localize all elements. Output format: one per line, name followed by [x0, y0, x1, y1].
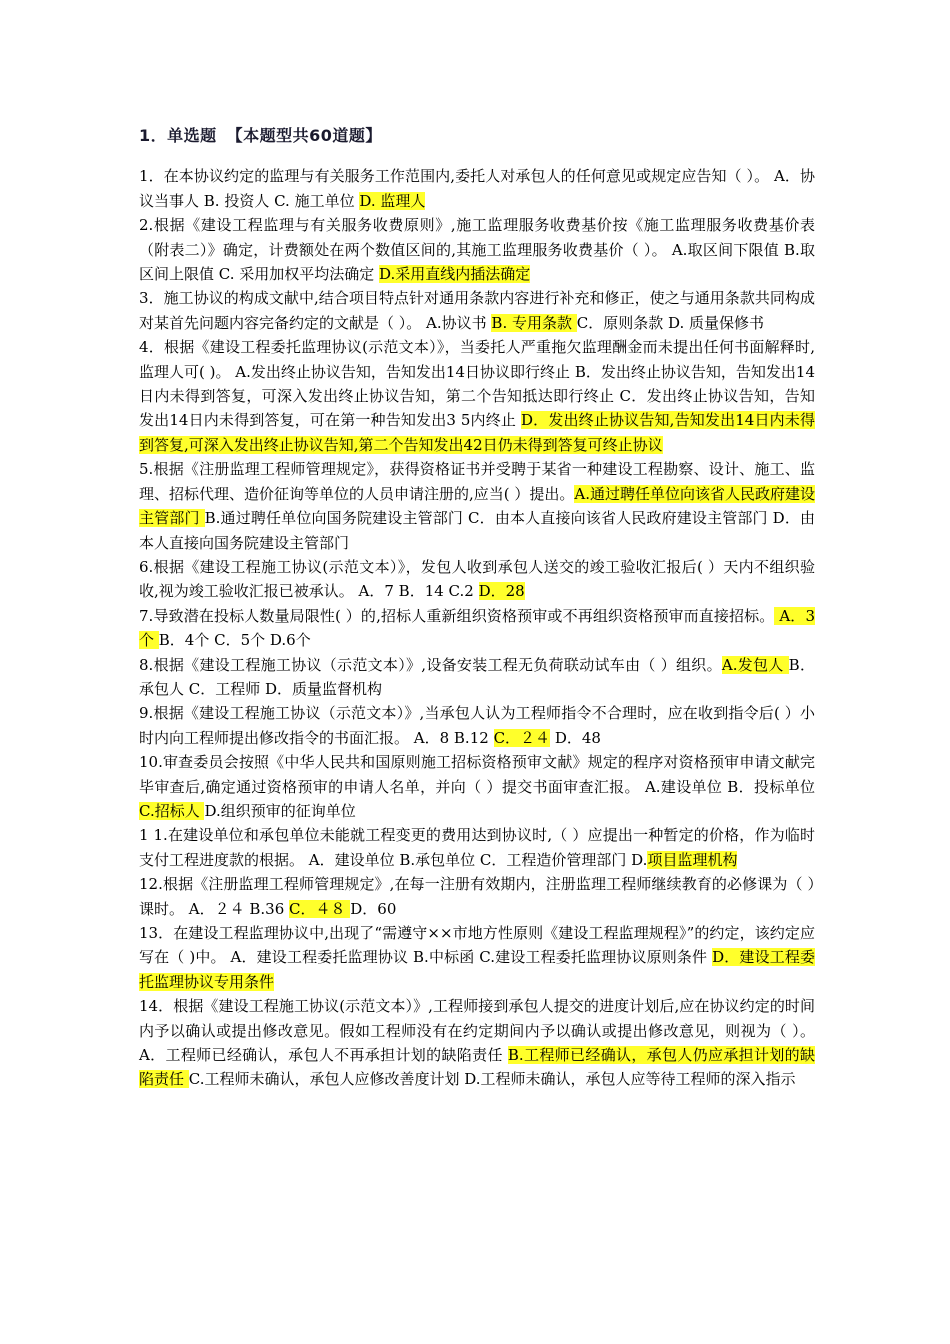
question-options-rest: B．承包人 C．工程师 D．质量监督机构 — [139, 655, 815, 698]
section-title: 【本题型共60道题】 — [226, 126, 382, 145]
question-item — [139, 921, 815, 994]
question-item — [139, 653, 815, 702]
question-item — [139, 213, 815, 286]
document-page — [139, 124, 815, 1092]
question-stem: 3．施工协议的构成文献中,结合项目特点针对通用条款内容进行补充和修正，使之与通用条款共同构成对某首先问题内容完备约定的文献是（ ）。 A.协议书 — [139, 289, 815, 332]
question-stem: 5.根据《注册监理工程师管理规定》，获得资格证书并受聘于某省一种建设工程勘察、设计、施工、监理、招标代理、造价征询等单位的人员申请注册的,应当( ）提出。 — [139, 460, 815, 503]
question-options-rest: C.工程师未确认，承包人应修改善度计划 D.工程师未确认，承包人应等待工程师的深入指示 — [188, 1070, 796, 1089]
question-stem: 8.根据《建设工程施工协议（示范文本）》,设备安装工程无负荷联动试车由（ ）组织。 — [139, 655, 722, 674]
answer-highlight: B.工程师已经确认，承包人仍应承担计划的缺陷责任 — [139, 1046, 816, 1089]
question-stem: 13．在建设工程监理协议中,出现了“需遵守××市地方性原则《建设工程监理规程》”的约定，该约定应写在（ )中。 A．建设工程委托监理协议 B.中标函 C.建设工程委托监理协议原则条件 — [139, 924, 815, 967]
question-item — [139, 604, 815, 653]
question-options-rest: B.通过聘任单位向国务院建设主管部门 C．由本人直接向该省人民政府建设主管部门 D．由本人直接向国务院建设主管部门 — [139, 509, 815, 552]
answer-highlight: D．发出终止协议告知,告知发出14日内未得到答复,可深入发出终止协议告知,第二个告知发出42日仍未得到答复可终止协议 — [139, 411, 815, 454]
question-options-rest: C．原则条款 D. 质量保修书 — [576, 313, 765, 332]
answer-highlight: D．建设工程委托监理协议专用条件 — [139, 948, 816, 991]
answer-highlight: C.招标人 — [139, 801, 205, 820]
question-options-rest: B．4个 C．5个 D.6个 — [158, 631, 311, 650]
question-stem: 1 1.在建设单位和承包单位未能就工程变更的费用达到协议时,（ ）应提出一种暂定的价格，作为临时支付工程进度款的根据。 A．建设单位 B.承包单位 C．工程造价管理部门 D. — [139, 826, 815, 869]
answer-highlight: A.发包人 — [721, 655, 789, 674]
question-stem: 14．根据《建设工程施工协议(示范文本）》,工程师接到承包人提交的进度计划后,应在协议约定的时间内予以确认或提出修改意见。假如工程师没有在约定期间内予以确认或提出修改意见，则视为（ ）。 A．工程师已经确认，承包人不再承担计划的缺陷责任 — [139, 997, 815, 1065]
answer-highlight: B. 专用条款 — [491, 313, 577, 332]
answer-highlight: 项目监理机构 — [647, 850, 738, 869]
question-item — [139, 555, 815, 604]
answer-highlight: A.通过聘任单位向该省人民政府建设主管部门 — [139, 484, 816, 528]
section-number: 1．单选题 — [139, 126, 217, 145]
question-item — [139, 872, 815, 921]
question-item — [139, 335, 815, 457]
answer-highlight: C．４８ — [289, 899, 351, 918]
answer-highlight: A．3个 — [139, 606, 815, 650]
question-options-rest: D．48 — [550, 728, 601, 747]
question-options-rest: D.组织预审的征询单位 — [204, 801, 356, 820]
answer-highlight: D.采用直线内插法确定 — [379, 265, 531, 284]
question-stem: 1．在本协议约定的监理与有关服务工作范围内,委托人对承包人的任何意见或规定应告知（ ）。 A．协议当事人 B. 投资人 C. 施工单位 — [139, 167, 815, 210]
answer-highlight: D. 监理人 — [359, 191, 426, 210]
question-stem: 6.根据《建设工程施工协议(示范文本）》，发包人收到承包人送交的竣工验收汇报后( ）天内不组织验收,视为竣工验收汇报已被承认。 A．7 B．14 C.2 — [139, 557, 815, 601]
question-item — [139, 286, 815, 335]
answer-highlight: C．２４ — [493, 728, 551, 747]
question-stem: 10.审查委员会按照《中华人民共和国原则施工招标资格预审文献》规定的程序对资格预审申请文献完毕审查后,确定通过资格预审的申请人名单，并向（ ）提交书面审查汇报。 A.建设单位 B．投标单位 — [139, 753, 815, 796]
question-stem: 4．根据《建设工程委托监理协议(示范文本）》，当委托人严重拖欠监理酬金而未提出任何书面解释时,监理人可( )。 A.发出终止协议告知，告知发出14日协议即行终止 B．发出终止协议告知，告知发出14日内未得到答复，可深入发出终止协议告知，第二个告知抵达即行终止 C．发出终止协议告知，告知发出14日内未得到答复，可在第一种告知发出3 5内终止 — [139, 338, 815, 430]
question-item — [139, 164, 815, 213]
question-item — [139, 750, 815, 823]
question-stem: 2.根据《建设工程监理与有关服务收费原则》,施工监理服务收费基价按《施工监理服务收费基价表（附表二）》确定，计费额处在两个数值区间的,其施工监理服务收费基价（ ）。 A.取区间下限值 B.取区间上限值 C. 采用加权平均法确定 — [139, 216, 815, 284]
question-stem: 7.导致潜在投标人数量局限性( ）的,招标人重新组织资格预审或不再组织资格预审而直接招标。 — [139, 606, 775, 625]
question-item — [139, 994, 815, 1092]
question-stem: 12.根据《注册监理工程师管理规定》,在每一注册有效期内，注册监理工程师继续教育的必修课为（ ）课时。 A．２４ B.36 — [139, 875, 815, 918]
question-item — [139, 823, 815, 872]
question-stem: 9.根据《建设工程施工协议（示范文本）》,当承包人认为工程师指令不合理时，应在收到指令后( ）小时内向工程师提出修改指令的书面汇报。 A．8 B.12 — [139, 704, 815, 747]
section-heading — [139, 124, 815, 148]
question-list — [139, 164, 815, 1091]
question-item — [139, 701, 815, 750]
answer-highlight: D．28 — [478, 582, 525, 601]
question-options-rest: D．60 — [350, 899, 397, 918]
question-item — [139, 457, 815, 555]
